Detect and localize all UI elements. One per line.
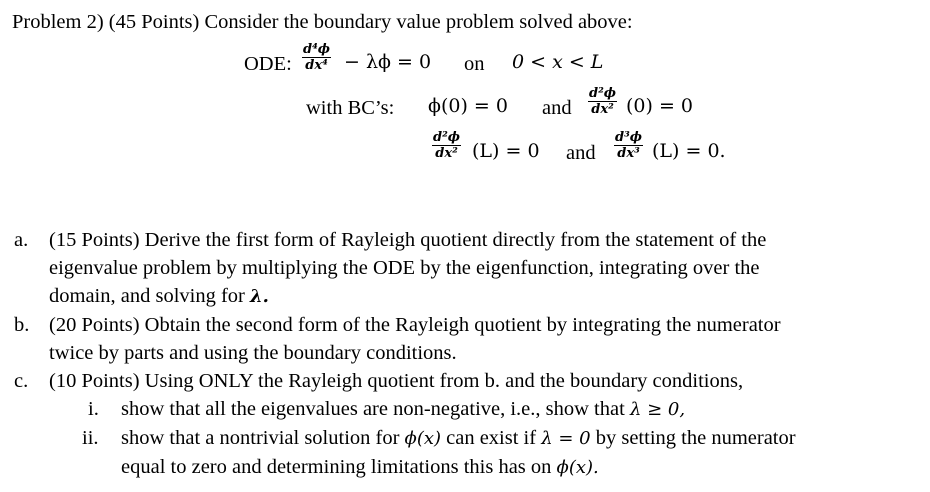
bc4-frac-denominator: dx³ — [617, 146, 640, 161]
part-c-i-math: λ ≥ 0, — [629, 399, 686, 420]
part-b-line-1: (20 Points) Obtain the second form of the Rayleigh quotient by integrating the numerator — [49, 314, 781, 336]
bc2-frac-numerator: d²ϕ — [589, 86, 617, 101]
ode-fraction — [302, 42, 331, 73]
bc-4-rest: (L) = 0. — [652, 140, 726, 162]
part-c-ii-text-1: show that a nontrivial solution for — [121, 427, 405, 449]
part-c-ii-marker: ii. — [82, 427, 99, 449]
bc3-fraction — [432, 130, 461, 161]
part-a-marker: a. — [14, 229, 29, 251]
bc-2-rest: (0) = 0 — [626, 95, 694, 117]
ode-domain: 0 < x < L — [512, 51, 604, 73]
bc-and-1: and — [542, 97, 572, 119]
bc-with-label: with BC’s: — [306, 97, 395, 119]
bc2-fraction — [588, 86, 617, 117]
part-c-ii-line-2 — [121, 455, 599, 480]
ode-equation-rest: − λϕ = 0 — [344, 51, 432, 73]
bc-and-2: and — [566, 142, 596, 164]
part-a-line-2: eigenvalue problem by multiplying the ODE by the eigenfunction, integrating over the — [49, 257, 760, 279]
part-a-line-3 — [49, 284, 269, 309]
part-c-ii-math-1: ϕ(x) — [404, 428, 442, 449]
ode-label: ODE: — [244, 53, 292, 75]
bc-3-rest: (L) = 0 — [472, 140, 540, 162]
part-c-i-line — [121, 397, 685, 422]
bc4-fraction — [614, 130, 643, 161]
part-c-line: (10 Points) Using ONLY the Rayleigh quotient from b. and the boundary conditions, — [49, 370, 744, 392]
bc4-frac-numerator: d³ϕ — [615, 130, 643, 145]
ode-on: on — [464, 53, 485, 75]
part-c-i-marker: i. — [88, 398, 99, 420]
bc3-frac-denominator: dx² — [435, 146, 458, 161]
part-a-line-3-text: domain, and solving for — [49, 285, 250, 307]
problem-heading: Problem 2) (45 Points) Consider the boundary value problem solved above: — [12, 11, 633, 33]
part-c-ii-text-2: can exist if — [441, 427, 542, 449]
part-a-line-1: (15 Points) Derive the first form of Rayleigh quotient directly from the statement of the — [49, 229, 767, 251]
part-c-ii-line-2-math: ϕ(x). — [556, 457, 599, 478]
part-c-ii-math-2: λ = 0 — [541, 428, 591, 449]
ode-frac-numerator: d⁴ϕ — [303, 42, 331, 57]
part-c-ii-line-2-text: equal to zero and determining limitations this has on — [121, 456, 557, 478]
part-c-i-text: show that all the eigenvalues are non-negative, i.e., show that — [121, 398, 630, 420]
bc3-frac-numerator: d²ϕ — [433, 130, 461, 145]
part-b-marker: b. — [14, 314, 30, 336]
part-c-marker: c. — [14, 370, 29, 392]
bc2-frac-denominator: dx² — [591, 102, 614, 117]
bc-1: ϕ(0) = 0 — [428, 95, 508, 117]
ode-frac-denominator: dx⁴ — [305, 58, 328, 73]
part-b-line-2: twice by parts and using the boundary conditions. — [49, 342, 457, 364]
part-c-ii-line-1 — [121, 426, 796, 451]
part-a-lambda: λ. — [250, 286, 269, 307]
part-c-ii-text-3: by setting the numerator — [590, 427, 796, 449]
